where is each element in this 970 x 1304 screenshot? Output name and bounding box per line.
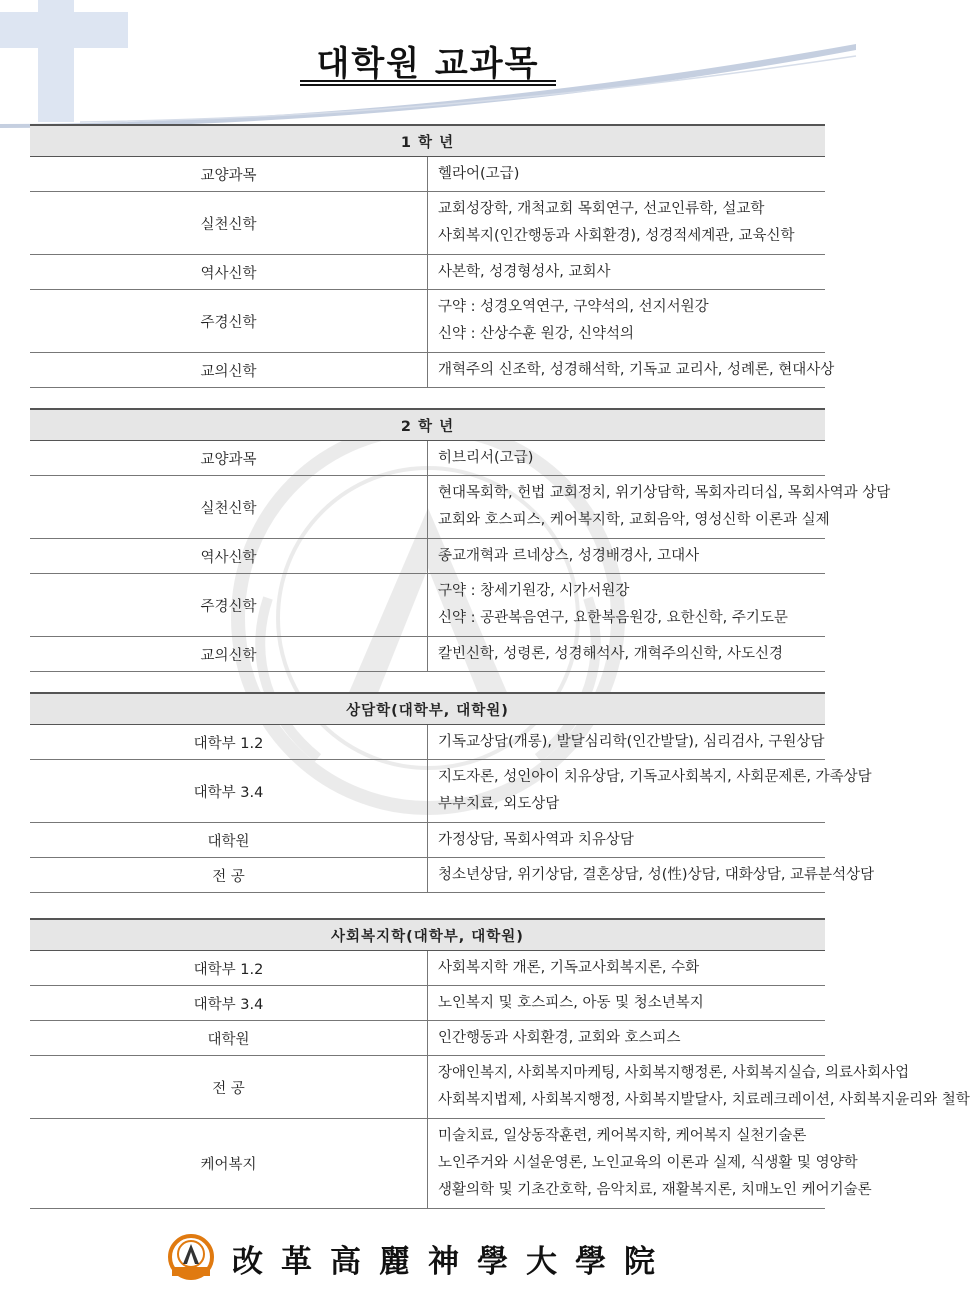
table-row bbox=[30, 637, 825, 672]
course-line: 현대목회학, 헌법 교회정치, 위기상담학, 목회자리더십, 목회사역과 상담 bbox=[438, 485, 891, 501]
section-table-year2 bbox=[30, 408, 891, 672]
category-cell: 대학원 bbox=[30, 1021, 428, 1056]
course-line: 사본학, 성경형성사, 교회사 bbox=[438, 263, 611, 280]
table-row bbox=[30, 476, 825, 539]
table-row bbox=[30, 539, 825, 574]
courses-cell bbox=[428, 858, 875, 893]
courses-cell bbox=[428, 637, 826, 672]
course-line: 미술치료, 일상동작훈련, 케어복지학, 케어복지 실천기술론 bbox=[438, 1128, 807, 1144]
course-line: 사회복지학 개론, 기독교사회복지론, 수화 bbox=[438, 959, 700, 976]
page-title: 대학원 교과목 bbox=[316, 44, 540, 84]
courses-cell bbox=[428, 290, 826, 353]
courses-cell bbox=[428, 539, 826, 574]
school-logo-icon bbox=[168, 1234, 214, 1280]
course-line: 구약 : 성경오역연구, 구약석의, 선지서원강 bbox=[438, 299, 709, 315]
category-cell: 실천신학 bbox=[30, 192, 428, 255]
table-row bbox=[30, 255, 825, 290]
category-cell: 주경신학 bbox=[30, 290, 428, 353]
course-line: 사회복지(인간행동과 사회환경), 성경적세계관, 교육신학 bbox=[438, 228, 795, 244]
category-cell: 케어복지 bbox=[30, 1119, 428, 1209]
category-cell: 대학부 1.2 bbox=[30, 725, 428, 760]
courses-cell bbox=[428, 986, 826, 1021]
course-line: 칼빈신학, 성령론, 성경해석사, 개혁주의신학, 사도신경 bbox=[438, 645, 784, 662]
table-row bbox=[30, 986, 825, 1021]
category-cell: 교의신학 bbox=[30, 353, 428, 388]
courses-cell bbox=[428, 255, 826, 290]
course-line: 구약 : 창세기원강, 시가서원강 bbox=[438, 583, 630, 599]
course-line: 교회성장학, 개척교회 목회연구, 선교인류학, 설교학 bbox=[438, 201, 765, 217]
table-row bbox=[30, 192, 825, 255]
course-line: 장애인복지, 사회복지마케팅, 사회복지행정론, 사회복지실습, 의료사회사업 bbox=[438, 1065, 910, 1081]
category-cell: 전 공 bbox=[30, 858, 428, 893]
table-row bbox=[30, 157, 825, 192]
course-line: 기독교상담(개롱), 발달심리학(인간발달), 심리검사, 구원상담 bbox=[438, 733, 825, 750]
table-row bbox=[30, 441, 825, 476]
course-line: 가정상담, 목회사역과 치유상담 bbox=[438, 831, 634, 848]
table-row bbox=[30, 290, 825, 353]
table-row bbox=[30, 1056, 825, 1119]
table-row bbox=[30, 1021, 825, 1056]
courses-cell bbox=[428, 823, 826, 858]
table-row bbox=[30, 823, 825, 858]
courses-cell bbox=[428, 1056, 970, 1119]
category-cell: 실천신학 bbox=[30, 476, 428, 539]
category-cell: 대학부 3.4 bbox=[30, 986, 428, 1021]
category-cell: 주경신학 bbox=[30, 574, 428, 637]
category-cell: 교의신학 bbox=[30, 637, 428, 672]
section-header-row bbox=[30, 125, 825, 157]
section-table-year1 bbox=[30, 124, 835, 388]
section-header-row bbox=[30, 693, 825, 725]
course-line: 노인복지 및 호스피스, 아동 및 청소년복지 bbox=[438, 994, 704, 1011]
course-line: 생활의학 및 기초간호학, 음악치료, 재활복지론, 치매노인 케어기술론 bbox=[438, 1182, 872, 1198]
course-line: 헬라어(고급) bbox=[438, 165, 520, 182]
category-cell: 전 공 bbox=[30, 1056, 428, 1119]
category-cell: 역사신학 bbox=[30, 255, 428, 290]
category-cell: 교양과목 bbox=[30, 441, 428, 476]
table-row bbox=[30, 858, 825, 893]
table-row bbox=[30, 353, 825, 388]
courses-cell bbox=[428, 725, 826, 760]
courses-cell bbox=[428, 1119, 872, 1209]
category-cell: 역사신학 bbox=[30, 539, 428, 574]
section-header: 상담학(대학부, 대학원) bbox=[30, 693, 825, 725]
category-cell: 대학부 3.4 bbox=[30, 760, 428, 823]
courses-cell bbox=[428, 353, 835, 388]
section-header: 사회복지학(대학부, 대학원) bbox=[30, 919, 825, 951]
course-line: 인간행동과 사회환경, 교회와 호스피스 bbox=[438, 1029, 681, 1046]
courses-cell bbox=[428, 574, 826, 637]
table-row bbox=[30, 1119, 825, 1209]
section-header-row bbox=[30, 409, 825, 441]
courses-cell bbox=[428, 1021, 826, 1056]
table-row bbox=[30, 760, 825, 823]
courses-cell bbox=[428, 157, 826, 192]
courses-cell bbox=[428, 476, 891, 539]
category-cell: 교양과목 bbox=[30, 157, 428, 192]
course-line: 지도자론, 성인아이 치유상담, 기독교사회복지, 사회문제론, 가족상담 bbox=[438, 769, 872, 785]
courses-cell bbox=[428, 760, 872, 823]
title-underline bbox=[300, 80, 556, 86]
courses-cell bbox=[428, 951, 826, 986]
category-cell: 대학부 1.2 bbox=[30, 951, 428, 986]
footer bbox=[0, 1232, 856, 1286]
table-row bbox=[30, 725, 825, 760]
course-line: 종교개혁과 르네상스, 성경배경사, 고대사 bbox=[438, 547, 700, 564]
courses-cell bbox=[428, 441, 826, 476]
course-line: 신약 : 공관복음연구, 요한복음원강, 요한신학, 주기도문 bbox=[438, 610, 788, 626]
course-line: 히브리서(고급) bbox=[438, 449, 534, 466]
course-line: 사회복지법제, 사회복지행정, 사회복지발달사, 치료레크레이션, 사회복지윤리와 철학 bbox=[438, 1092, 970, 1108]
courses-cell bbox=[428, 192, 826, 255]
table-row bbox=[30, 951, 825, 986]
course-line: 부부치료, 외도상담 bbox=[438, 796, 560, 812]
course-line: 교회와 호스피스, 케어복지학, 교회음악, 영성신학 이론과 실제 bbox=[438, 512, 830, 528]
section-header: 2 학 년 bbox=[30, 409, 825, 441]
school-name: 改革高麗神學大學院 bbox=[232, 1244, 673, 1280]
course-line: 개혁주의 신조학, 성경해석학, 기독교 교리사, 성례론, 현대사상 bbox=[438, 361, 835, 378]
course-line: 신약 : 산상수훈 원강, 신약석의 bbox=[438, 326, 635, 342]
section-table-counseling bbox=[30, 692, 875, 893]
category-cell: 대학원 bbox=[30, 823, 428, 858]
table-row bbox=[30, 574, 825, 637]
course-line: 노인주거와 시설운영론, 노인교육의 이론과 실제, 식생활 및 영양학 bbox=[438, 1155, 858, 1171]
section-table-social-welfare bbox=[30, 918, 970, 1209]
section-header-row bbox=[30, 919, 825, 951]
course-line: 청소년상담, 위기상담, 결혼상담, 성(性)상담, 대화상담, 교류분석상담 bbox=[438, 866, 875, 883]
section-header: 1 학 년 bbox=[30, 125, 825, 157]
